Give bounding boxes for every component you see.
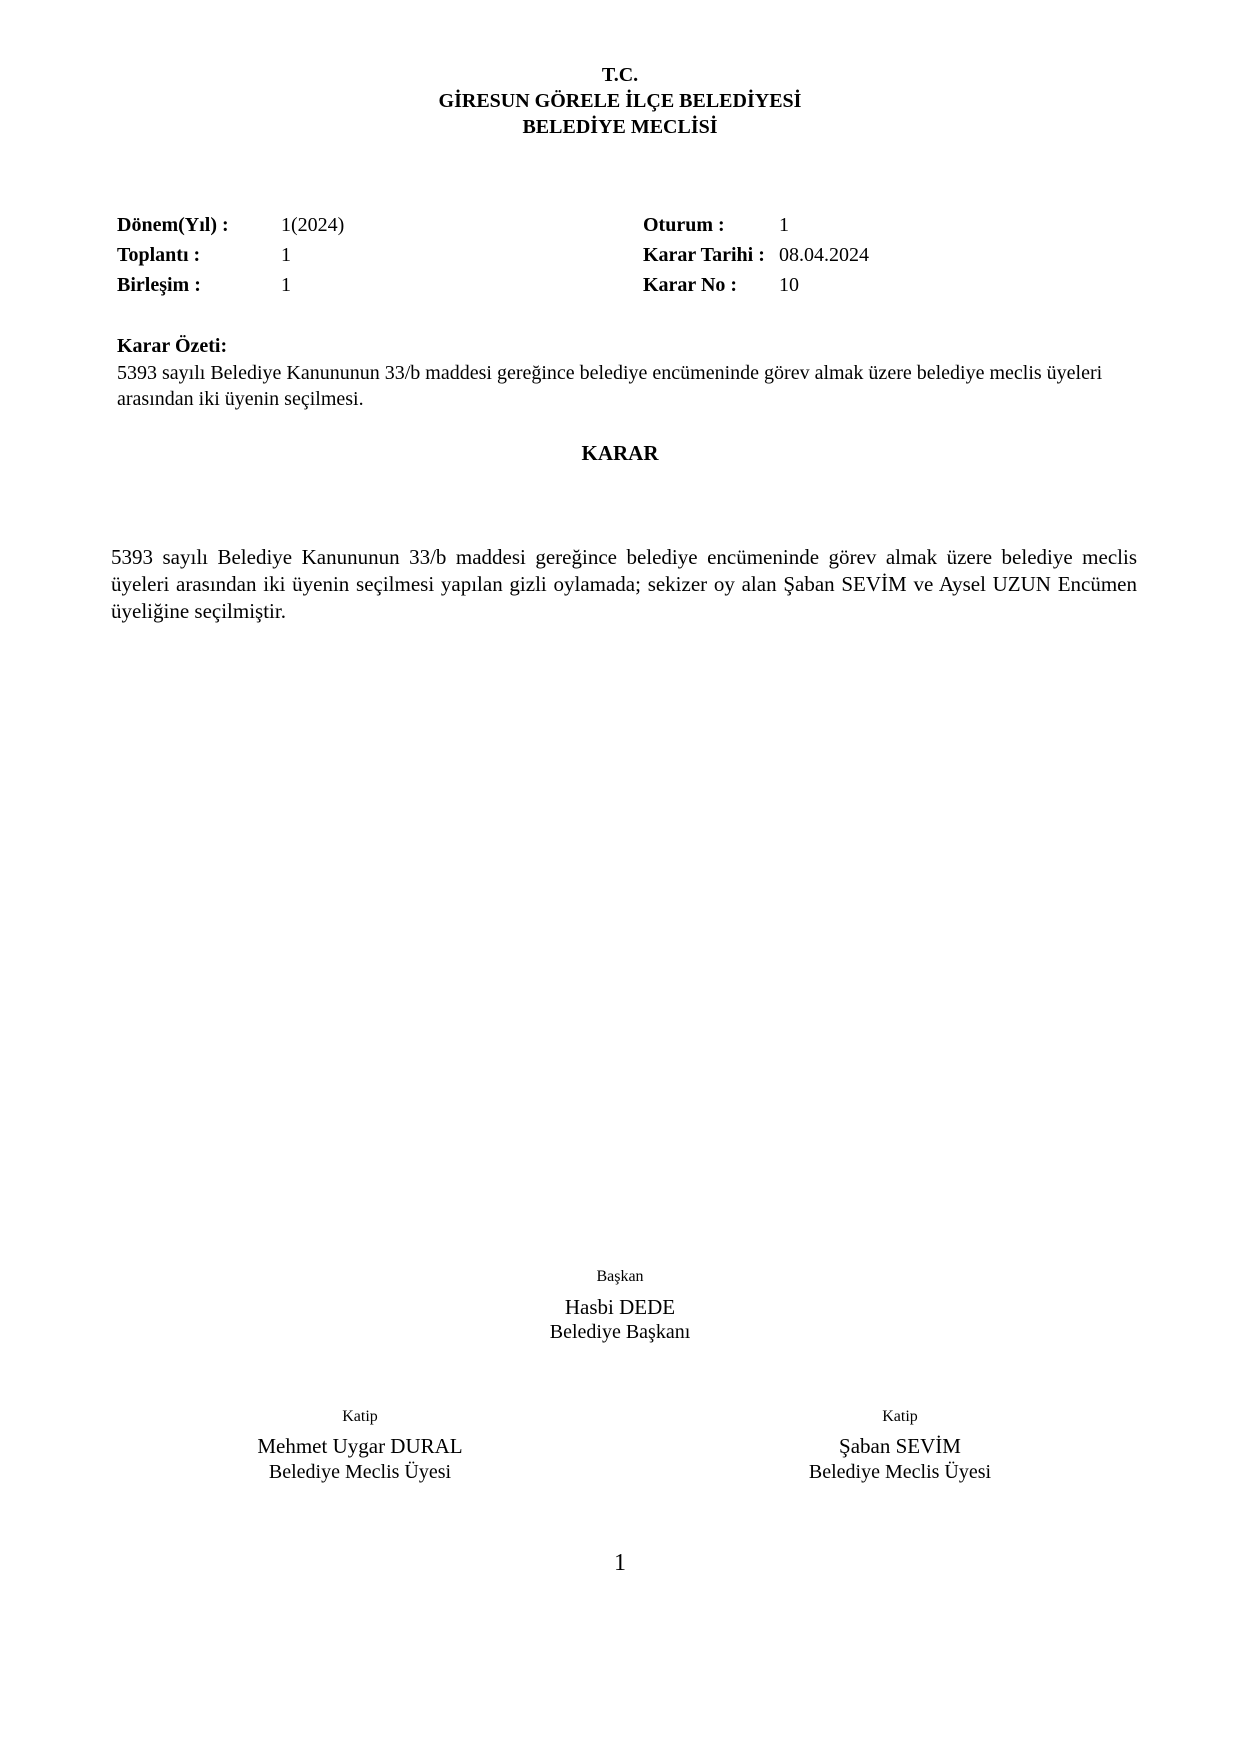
meta-karar-tarihi-value: 08.04.2024 — [779, 244, 869, 266]
clerk-left-title: Belediye Meclis Üyesi — [268, 1461, 452, 1483]
clerk-right-title: Belediye Meclis Üyesi — [808, 1461, 992, 1483]
meta-karar-no-value: 10 — [779, 274, 799, 296]
clerk-left-role: Katip — [342, 1408, 378, 1425]
meta-birlesim-value: 1 — [281, 274, 291, 296]
meta-toplanti-label: Toplantı : — [117, 244, 201, 266]
decision-text: 5393 sayılı Belediye Kanununun 33/b maddesi gereğince belediye encümeninde görev almak üzere belediye meclis üyeleri arasından iki üyenin seçilmesi yapılan gizli oylamada; sekizer oy alan Şaban SEVİM ve Aysel UZUN Encümen üyeliğine seçilmiştir. — [111, 545, 1137, 623]
header-tc: T.C. — [601, 64, 639, 86]
header-council: BELEDİYE MECLİSİ — [522, 116, 718, 138]
clerk-left-name: Mehmet Uygar DURAL — [257, 1434, 463, 1458]
chair-role: Başkan — [596, 1268, 644, 1285]
chair-name: Hasbi DEDE — [564, 1295, 676, 1319]
meta-oturum-value: 1 — [779, 214, 789, 236]
meta-karar-no-label: Karar No : — [643, 274, 738, 296]
meta-oturum-label: Oturum : — [643, 214, 725, 236]
decision-title: KARAR — [581, 441, 659, 465]
header-municipality: GİRESUN GÖRELE İLÇE BELEDİYESİ — [438, 90, 802, 112]
clerk-right-name: Şaban SEVİM — [839, 1434, 961, 1458]
summary-title: Karar Özeti: — [117, 335, 228, 357]
meta-birlesim-label: Birleşim : — [117, 274, 201, 296]
meta-toplanti-value: 1 — [281, 244, 291, 266]
meta-karar-tarihi-label: Karar Tarihi : — [643, 244, 765, 266]
meta-donem-value: 1(2024) — [281, 214, 345, 236]
chair-title: Belediye Başkanı — [549, 1321, 691, 1343]
page-number: 1 — [614, 1550, 626, 1576]
clerk-right-role: Katip — [882, 1408, 918, 1425]
summary-text: 5393 sayılı Belediye Kanununun 33/b maddesi gereğince belediye encümeninde görev almak üzere belediye meclis üyeleri arasından iki üyenin seçilmesi. — [117, 362, 1103, 410]
meta-donem-label: Dönem(Yıl) : — [117, 214, 229, 236]
